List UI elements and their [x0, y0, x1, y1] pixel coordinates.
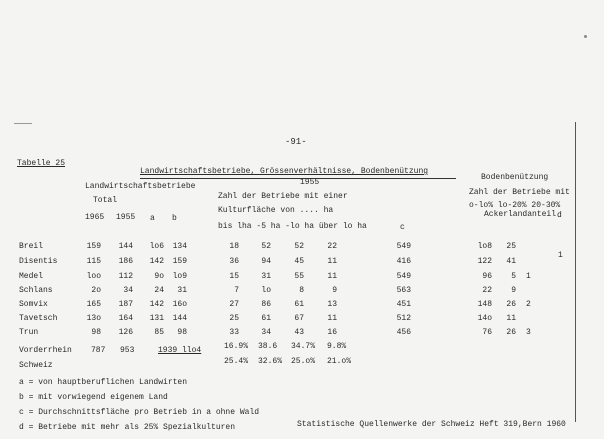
table-cell: 164	[118, 314, 133, 323]
schweiz-s2: 32.6%	[258, 357, 283, 366]
table-cell: 16	[327, 328, 337, 337]
table-cell: 142	[149, 300, 164, 309]
scan-dot	[584, 35, 587, 38]
table-cell: 13o	[86, 314, 101, 323]
group1-header: Landwirtschaftsbetriebe	[85, 182, 196, 191]
table-cell: 22	[327, 242, 337, 251]
table-cell: 24	[154, 286, 164, 295]
table-cell: 144	[118, 242, 133, 251]
col-a-header: a	[150, 214, 155, 223]
table-cell: 13	[327, 300, 337, 309]
row-label: Schlans	[19, 286, 53, 295]
table-cell: 187	[118, 300, 133, 309]
source-note: Statistische Quellenwerke der Schweiz Heft 319,Bern 1960	[297, 420, 566, 429]
table-cell: 34	[261, 328, 271, 337]
table-cell: 122	[477, 257, 492, 266]
table-cell: 134	[172, 242, 187, 251]
table-cell: 85	[154, 328, 164, 337]
schweiz-s3: 25.o%	[291, 357, 316, 366]
table-cell: lo8	[477, 242, 492, 251]
table-cell: 55	[294, 272, 304, 281]
table-cell: 31	[177, 286, 187, 295]
table-cell: 96	[482, 272, 492, 281]
table-cell: 94	[261, 257, 271, 266]
table-cell: 43	[294, 328, 304, 337]
table-cell: 52	[261, 242, 271, 251]
row-label: Medel	[19, 272, 44, 281]
footnote-a: a = von hauptberuflichen Landwirten	[19, 378, 188, 387]
table-cell: 18	[229, 242, 239, 251]
table-cell: 2	[526, 300, 531, 309]
column-divider	[575, 122, 576, 422]
table-cell: 27	[229, 300, 239, 309]
table-cell: 11	[327, 314, 337, 323]
table-cell: 14o	[477, 314, 492, 323]
table-cell: 11	[327, 272, 337, 281]
table-cell: 52	[294, 242, 304, 251]
page-number: -91-	[285, 137, 307, 147]
table-cell: 11	[327, 257, 337, 266]
table-cell: 45	[294, 257, 304, 266]
table-cell: 451	[396, 300, 411, 309]
table-cell: 126	[118, 328, 133, 337]
table-cell: 98	[177, 328, 187, 337]
table-cell: 512	[396, 314, 411, 323]
table-cell: 2o	[91, 286, 101, 295]
col-b-header: b	[172, 214, 177, 223]
boden-sub-2: o-lo% lo-20% 20-30%	[469, 201, 561, 210]
table-cell: 26	[506, 300, 516, 309]
vorderrhein-1965: 787	[91, 346, 106, 355]
vorderrhein-s3: 34.7%	[291, 342, 316, 351]
year-1955: 1955	[300, 178, 320, 187]
table-cell: 131	[149, 314, 164, 323]
table-cell: lo	[261, 286, 271, 295]
table-cell: 36	[229, 257, 239, 266]
table-cell: 67	[294, 314, 304, 323]
table-cell: 148	[477, 300, 492, 309]
table-cell: lo6	[149, 242, 164, 251]
table-cell: 61	[294, 300, 304, 309]
table-cell: 9	[332, 286, 337, 295]
scan-mark	[14, 123, 32, 124]
header-rule	[140, 178, 456, 179]
table-cell: 5	[511, 272, 516, 281]
table-cell: 11	[506, 314, 516, 323]
table-cell: 9o	[154, 272, 164, 281]
schweiz-s4: 21.o%	[327, 357, 352, 366]
schweiz-s1: 25.4%	[224, 357, 249, 366]
table-cell: 1	[526, 272, 531, 281]
table-cell: 144	[172, 314, 187, 323]
table-cell: 41	[506, 257, 516, 266]
row-label: Disentis	[19, 257, 58, 266]
zahl-header-2: Kulturfläche von .... ha	[218, 206, 334, 215]
table-cell: 142	[149, 257, 164, 266]
schweiz-name: Schweiz	[19, 361, 53, 370]
table-cell: 115	[86, 257, 101, 266]
table-cell: 3	[526, 328, 531, 337]
row-label: Trun	[19, 328, 39, 337]
col-c-header: c	[400, 223, 405, 232]
table-cell: 98	[91, 328, 101, 337]
table-cell: 1	[558, 251, 563, 260]
footnote-c: c = Durchschnittsfläche pro Betrieb in a ohne Wald	[19, 408, 260, 417]
col-1965-header: 1965	[85, 213, 105, 222]
table-cell: 76	[482, 328, 492, 337]
table-cell: 25	[506, 242, 516, 251]
vorderrhein-1955: 953	[120, 346, 135, 355]
boden-sub-3: Ackerlandanteil	[484, 210, 557, 219]
vorderrhein-s1: 16.9%	[224, 342, 249, 351]
table-cell: loo	[86, 272, 101, 281]
table-cell: 159	[86, 242, 101, 251]
table-cell: 549	[396, 242, 411, 251]
row-label: Somvix	[19, 300, 48, 309]
table-cell: 16o	[172, 300, 187, 309]
boden-sub-1: Zahl der Betriebe mit	[469, 188, 570, 197]
table-cell: 159	[172, 257, 187, 266]
footnote-b: b = mit vorwiegend eigenem Land	[19, 393, 168, 402]
vorderrhein-name: Vorderrhein	[19, 346, 72, 355]
table-cell: 22	[482, 286, 492, 295]
table-cell: 456	[396, 328, 411, 337]
vorderrhein-s2: 38.6	[258, 342, 278, 351]
table-cell: 31	[261, 272, 271, 281]
table-title: Landwirtschaftsbetriebe, Grössenverhältnisse, Bodenbenützung	[140, 167, 429, 176]
table-cell: 165	[86, 300, 101, 309]
table-cell: lo9	[172, 272, 187, 281]
table-cell: 563	[396, 286, 411, 295]
vorderrhein-ab: 1939 llo4	[158, 346, 202, 355]
col-d-header: d	[557, 211, 562, 220]
vorderrhein-s4: 9.8%	[327, 342, 347, 351]
table-cell: 112	[118, 272, 133, 281]
table-cell: 549	[396, 272, 411, 281]
table-label: Tabelle 25	[17, 159, 66, 168]
row-label: Tavetsch	[19, 314, 58, 323]
zahl-header-1: Zahl der Betriebe mit einer	[218, 192, 348, 201]
table-cell: 34	[123, 286, 133, 295]
table-cell: 33	[229, 328, 239, 337]
table-cell: 86	[261, 300, 271, 309]
total-label: Total	[93, 196, 118, 205]
col-1955-header: 1955	[116, 213, 136, 222]
table-cell: 7	[234, 286, 239, 295]
table-cell: 15	[229, 272, 239, 281]
size-classes-header: bis lha -5 ha -lo ha über lo ha	[218, 222, 367, 231]
table-cell: 416	[396, 257, 411, 266]
table-cell: 61	[261, 314, 271, 323]
row-label: Breil	[19, 242, 44, 251]
table-cell: 8	[299, 286, 304, 295]
table-cell: 25	[229, 314, 239, 323]
footnote-d: d = Betriebe mit mehr als 25% Spezialkulturen	[19, 423, 236, 432]
table-cell: 9	[511, 286, 516, 295]
boden-header: Bodenbenützung	[481, 173, 549, 182]
table-cell: 186	[118, 257, 133, 266]
table-cell: 26	[506, 328, 516, 337]
